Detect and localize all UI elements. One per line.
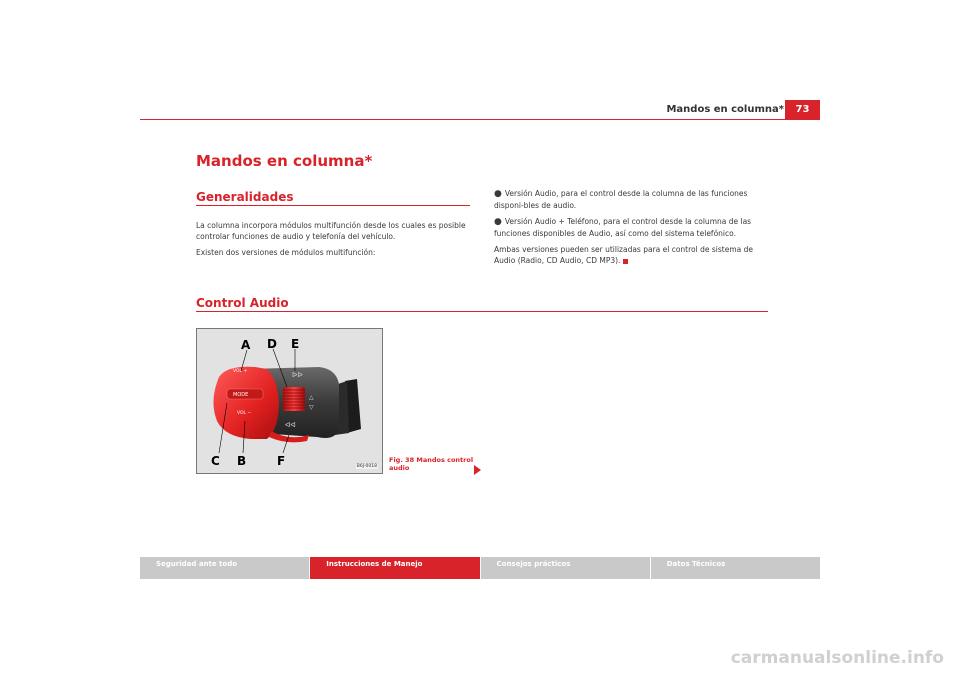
callout-a: A — [241, 338, 251, 352]
seek-forward-icon: ᐅᐅ — [292, 371, 303, 379]
figure-caption: Fig. 38 Mandos control audio — [389, 456, 474, 472]
right-column — [494, 188, 774, 271]
mode-label: MODE — [233, 392, 249, 398]
figure-steering-column-audio-controls — [196, 328, 383, 474]
watermark: carmanualsonline.info — [730, 648, 944, 668]
bullet-text-audio-phone: Versión Audio + Teléfono, para el control desde la columna de las funciones disponibles de Audio, así como del sistema telefónico. — [494, 217, 752, 238]
up-arrow-icon: △ — [309, 394, 314, 401]
vol-down-label: VOL − — [237, 411, 252, 416]
bullet-icon: ● — [494, 217, 502, 227]
section-heading-generalidades: Generalidades — [196, 190, 294, 204]
callout-b: B — [237, 454, 247, 468]
bullet-text-audio: Versión Audio, para el control desde la columna de las funciones disponi-bles de audio. — [494, 189, 748, 210]
closing-text: Ambas versiones pueden ser utilizadas para el control de sistema de Audio (Radio, CD Audio, CD MP3). — [494, 245, 753, 265]
footer-tab-instrucciones[interactable]: Instrucciones de Manejo — [310, 557, 479, 579]
bullet-item — [494, 188, 774, 211]
left-column — [196, 220, 471, 263]
down-arrow-icon: ▽ — [309, 404, 314, 411]
closing-paragraph — [494, 244, 774, 266]
versions-paragraph: Existen dos versiones de módulos multifunción: — [196, 248, 376, 257]
callout-e: E — [291, 337, 300, 351]
footer-tab-datos[interactable]: Datos Técnicos — [651, 557, 820, 579]
bullet-item — [494, 216, 774, 239]
section-heading-control-audio: Control Audio — [196, 296, 289, 310]
footer-nav — [140, 557, 820, 579]
figure-code: B6J-0018 — [356, 464, 377, 469]
intro-paragraph: La columna incorpora módulos multifunción desde los cuales es posible controlar funciones de audio y telefonía del vehículo. — [196, 221, 466, 241]
section-divider-generalidades — [196, 205, 470, 206]
seek-back-icon: ᐊᐊ — [285, 421, 296, 429]
end-of-section-icon — [623, 259, 628, 264]
running-header-title: Mandos en columna* — [666, 104, 784, 115]
callout-c: C — [211, 454, 220, 468]
next-page-arrow-icon[interactable] — [474, 465, 481, 475]
footer-tab-consejos[interactable]: Consejos prácticos — [481, 557, 650, 579]
callout-f: F — [277, 454, 286, 468]
vol-up-label: VOL + — [233, 369, 248, 374]
page-number-badge: 73 — [785, 100, 820, 119]
callout-d: D — [267, 337, 277, 351]
section-divider-control-audio — [196, 311, 768, 312]
column-stalk-illustration — [197, 329, 382, 473]
page-title: Mandos en columna* — [196, 152, 373, 170]
footer-tab-seguridad[interactable]: Seguridad ante todo — [140, 557, 309, 579]
header-divider — [140, 119, 820, 120]
bullet-icon: ● — [494, 189, 502, 199]
